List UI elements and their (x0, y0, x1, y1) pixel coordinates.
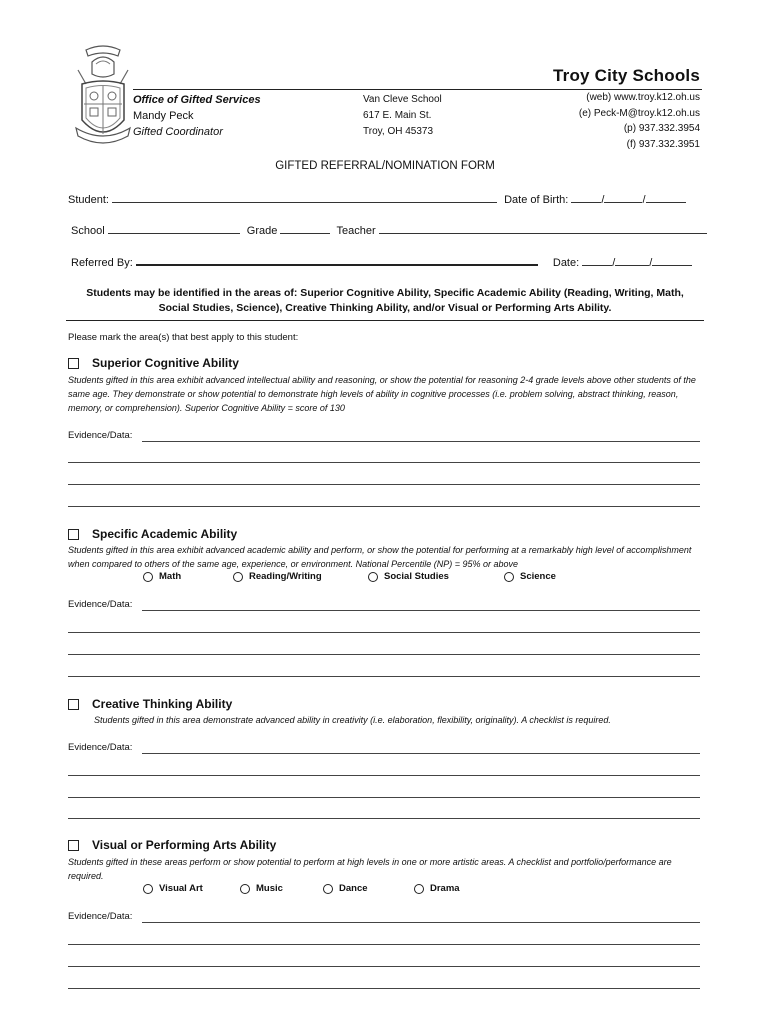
superior-cognitive-checkbox[interactable] (68, 358, 79, 369)
date-slash-1: / (612, 257, 616, 269)
dob-month-field[interactable] (571, 191, 601, 203)
option-social-studies[interactable] (368, 571, 449, 582)
evidence-line[interactable] (68, 506, 700, 507)
radio-circle-icon[interactable] (504, 572, 514, 582)
arts-options (0, 883, 770, 897)
evidence-line[interactable] (68, 944, 700, 945)
school-row (71, 222, 707, 237)
date-slash-2: / (649, 257, 653, 269)
evidence-line[interactable] (68, 988, 700, 989)
creative-thinking-checkbox[interactable] (68, 699, 79, 710)
evidence-line[interactable] (68, 775, 700, 776)
option-dance[interactable] (323, 883, 368, 894)
radio-circle-icon[interactable] (143, 884, 153, 894)
academic-options (0, 571, 770, 585)
section-title: Specific Academic Ability (92, 527, 238, 541)
evidence-line[interactable] (68, 818, 700, 819)
radio-circle-icon[interactable] (233, 572, 243, 582)
option-label: Social Studies (384, 571, 449, 582)
form-title: GIFTED REFERRAL/NOMINATION FORM (275, 160, 495, 172)
org-name: Troy City Schools (553, 66, 700, 85)
section-superior-cognitive (68, 356, 239, 370)
radio-circle-icon[interactable] (240, 884, 250, 894)
student-label: Student: (68, 194, 109, 206)
school-seal-logo (72, 40, 134, 152)
teacher-field[interactable] (379, 222, 707, 234)
radio-circle-icon[interactable] (368, 572, 378, 582)
instruction-text: Please mark the area(s) that best apply to this student: (68, 332, 299, 343)
evidence-field[interactable] (142, 922, 700, 923)
option-reading-writing[interactable] (233, 571, 322, 582)
evidence-field[interactable] (142, 753, 700, 754)
office-title: Office of Gifted Services (133, 94, 261, 106)
option-drama[interactable] (414, 883, 460, 894)
evidence-line[interactable] (68, 797, 700, 798)
section-description: Students gifted in this area demonstrate advanced ability in creativity (i.e. elaboration, flexibility, originality). A checklist is required. (94, 715, 611, 725)
date-month-field[interactable] (582, 254, 612, 266)
option-science[interactable] (504, 571, 556, 582)
evidence-field[interactable] (142, 610, 700, 611)
contact-email: (e) Peck-M@troy.k12.oh.us (578, 107, 700, 119)
school-name: Van Cleve School (363, 94, 442, 105)
section-description: Students gifted in this area exhibit advanced academic ability and perform, or show the potential for performing at a remarkably high level of accomplishment when compared to others of the same age, experience, or environment. National Percentile (NP) = 95% or above (68, 545, 692, 569)
evidence-line[interactable] (68, 484, 700, 485)
evidence-label: Evidence/Data: (68, 430, 133, 441)
dob-year-field[interactable] (646, 191, 686, 203)
evidence-label: Evidence/Data: (68, 599, 133, 610)
dob-slash-1: / (601, 194, 605, 206)
referred-row (71, 253, 692, 269)
evidence-line[interactable] (68, 654, 700, 655)
dob-day-field[interactable] (604, 191, 642, 203)
section-description: Students gifted in these areas perform or show potential to perform at high levels in one or more artistic areas. A checklist and portfolio/performance are required. (68, 857, 672, 881)
specific-academic-checkbox[interactable] (68, 529, 79, 540)
referred-field[interactable] (136, 253, 538, 266)
option-label: Math (159, 571, 182, 582)
option-visual-art[interactable] (143, 883, 203, 894)
contact-phone: (p) 937.332.3954 (623, 123, 700, 134)
evidence-line[interactable] (68, 676, 700, 677)
option-label: Science (520, 571, 556, 582)
evidence-label: Evidence/Data: (68, 742, 133, 753)
coordinator-name: Mandy Peck (133, 110, 194, 122)
visual-performing-arts-checkbox[interactable] (68, 840, 79, 851)
banner-line-2: Social Studies, Science), Creative Thinking Ability, and/or Visual or Performing Arts Ability. (158, 302, 612, 314)
option-label: Dance (339, 883, 368, 894)
radio-circle-icon[interactable] (143, 572, 153, 582)
option-label: Reading/Writing (249, 571, 322, 582)
office-block (133, 92, 261, 140)
section-title: Creative Thinking Ability (92, 697, 233, 711)
evidence-field[interactable] (142, 441, 700, 442)
section-title: Visual or Performing Arts Ability (92, 838, 277, 852)
option-label: Drama (430, 883, 460, 894)
evidence-line[interactable] (68, 462, 700, 463)
student-field[interactable] (112, 191, 497, 203)
date-day-field[interactable] (615, 254, 649, 266)
contact-web: (web) www.troy.k12.oh.us (586, 92, 700, 103)
student-row (68, 191, 686, 206)
contact-block (579, 90, 700, 152)
evidence-line[interactable] (68, 966, 700, 967)
section-specific-academic (68, 527, 237, 541)
section-visual-performing-arts (68, 838, 276, 852)
coordinator-title: Gifted Coordinator (133, 126, 223, 138)
grade-label: Grade (246, 225, 278, 237)
dob-slash-2: / (642, 194, 646, 206)
referred-label: Referred By: (71, 257, 133, 269)
banner-line-1: Students may be identified in the areas of: Superior Cognitive Ability, Specific Academic Ability (Reading, Writing, Math, (86, 287, 684, 299)
date-year-field[interactable] (652, 254, 692, 266)
street-address: 617 E. Main St. (363, 110, 432, 121)
school-label: School (71, 225, 105, 237)
option-label: Visual Art (159, 883, 203, 894)
option-label: Music (256, 883, 283, 894)
identification-banner (66, 280, 704, 321)
teacher-label: Teacher (336, 225, 376, 237)
grade-field[interactable] (280, 222, 330, 234)
address-block (363, 92, 442, 140)
option-math[interactable] (143, 571, 181, 582)
section-creative-thinking (68, 697, 232, 711)
city-address: Troy, OH 45373 (363, 126, 434, 137)
section-title: Superior Cognitive Ability (92, 356, 239, 370)
school-field[interactable] (108, 222, 240, 234)
contact-fax: (f) 937.332.3951 (626, 138, 700, 150)
section-description: Students gifted in this area exhibit advanced intellectual ability and reasoning, or show the potential for reasoning 2-4 grade levels above other students of the same age. They demonstrate or show potential to demonstrate high levels of ability in cognitive processes (i.e. problem solving, abstract thinking, reason, memory, or comprehension). Superior Cognitive Ability = score of 130 (68, 375, 696, 413)
dob-label: Date of Birth: (504, 194, 569, 206)
option-music[interactable] (240, 883, 283, 894)
radio-circle-icon[interactable] (414, 884, 424, 894)
evidence-label: Evidence/Data: (68, 911, 133, 922)
radio-circle-icon[interactable] (323, 884, 333, 894)
evidence-line[interactable] (68, 632, 700, 633)
date-label: Date: (552, 257, 580, 269)
